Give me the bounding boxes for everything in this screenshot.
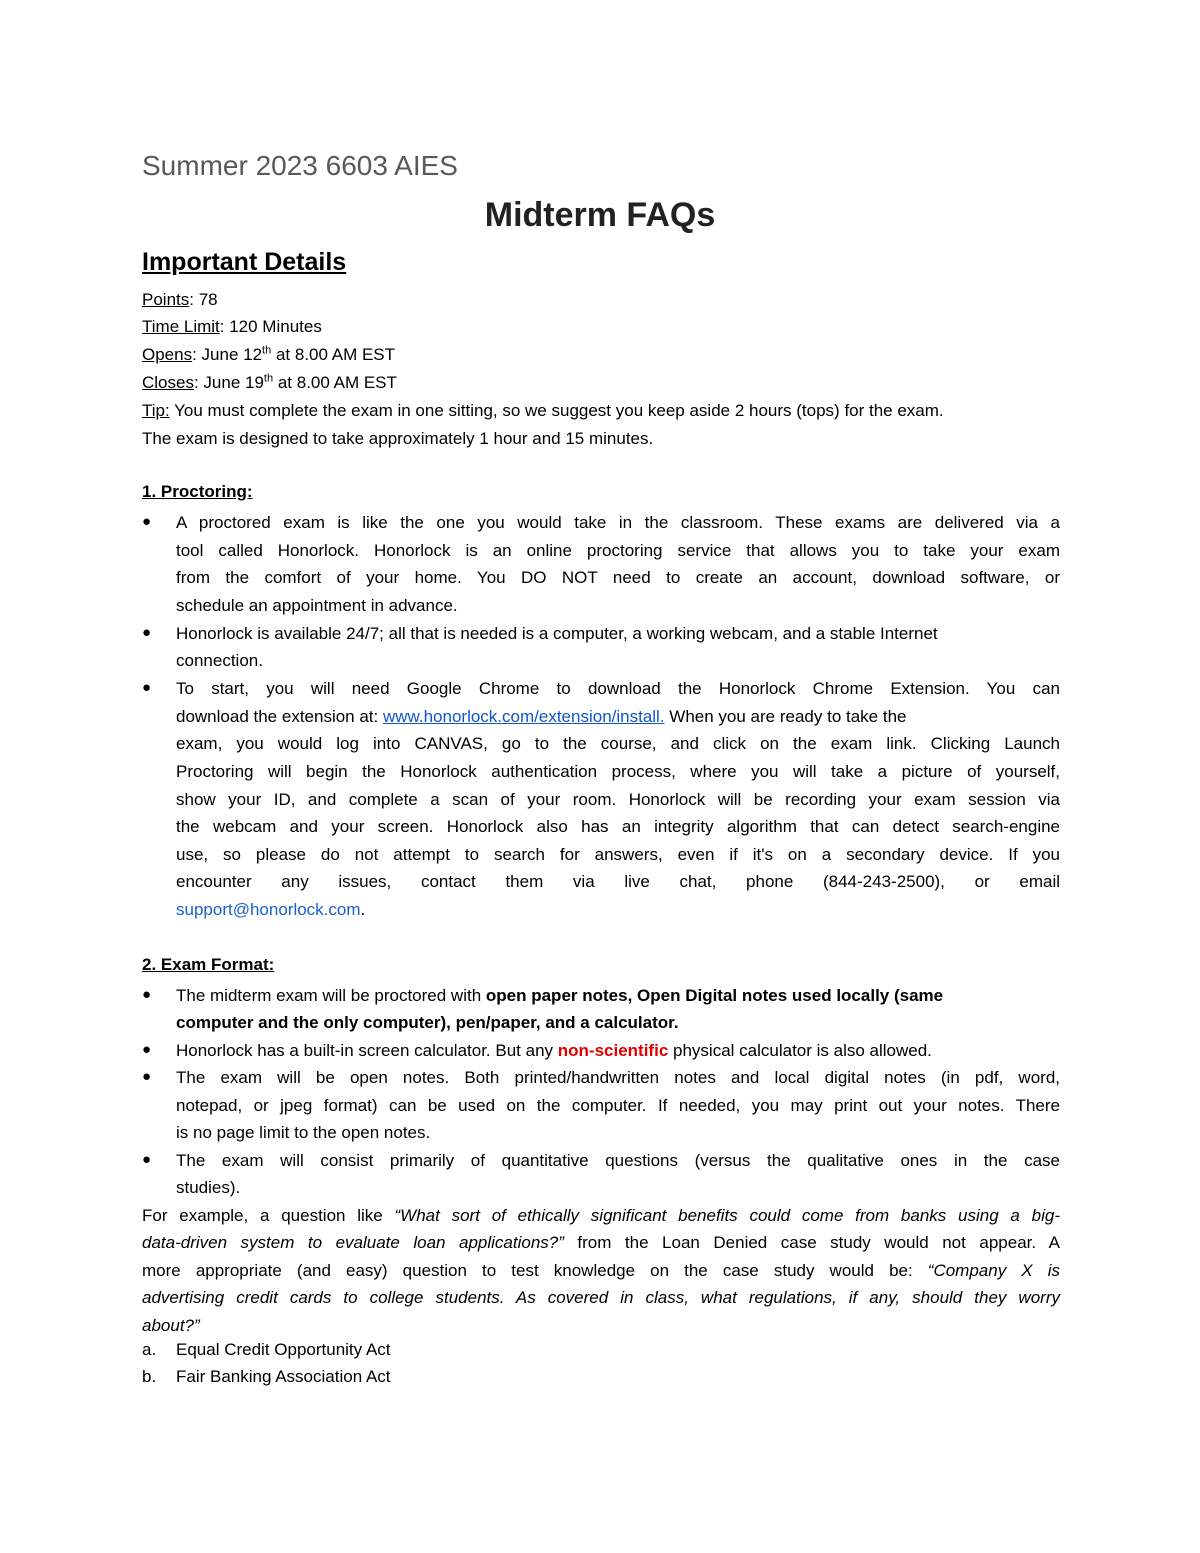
format-bullet-3-line-3: is no page limit to the open notes. bbox=[176, 1123, 431, 1142]
time-limit-line: Time Limit: 120 Minutes bbox=[142, 317, 322, 336]
proctoring-bullet-3-line-8: encounter any issues, contact them via live chat, phone (844-243-2500), or email bbox=[176, 872, 1060, 891]
example-line-3: more appropriate (and easy) question to test knowledge on the case study would be: “Company X is bbox=[142, 1261, 1060, 1280]
bullet-icon: ● bbox=[142, 513, 152, 530]
points-line: Points: 78 bbox=[142, 290, 218, 309]
proctoring-bullet-2-line-2: connection. bbox=[176, 651, 263, 670]
tip-line-2: The exam is designed to take approximately 1 hour and 15 minutes. bbox=[142, 429, 654, 448]
honorlock-extension-link[interactable]: www.honorlock.com/extension/install. bbox=[382, 707, 665, 726]
example-line-5: about?” bbox=[142, 1316, 200, 1335]
proctoring-bullet-3-line-7: use, so please do not attempt to search for answers, even if it's on a secondary device. If you bbox=[176, 845, 1060, 864]
format-bullet-3-line-2: notepad, or jpeg format) can be used on the computer. If needed, you may print out your notes. There bbox=[176, 1096, 1060, 1115]
proctoring-bullet-1-line-3: from the comfort of your home. You DO NOT need to create an account, download software, or bbox=[176, 568, 1060, 587]
option-a-letter: a. bbox=[142, 1340, 157, 1359]
proctoring-bullet-3-line-2: download the extension at: www.honorlock.com/extension/install. When you are ready to take the bbox=[176, 707, 907, 726]
format-bullet-4-line-2: studies). bbox=[176, 1178, 241, 1197]
option-b-letter: b. bbox=[142, 1367, 157, 1386]
format-bullet-1-line-1: The midterm exam will be proctored with open paper notes, Open Digital notes used locally (same bbox=[176, 986, 944, 1005]
proctoring-bullet-3-line-9: support@honorlock.com. bbox=[176, 900, 366, 919]
proctoring-bullet-2-line-1: Honorlock is available 24/7; all that is needed is a computer, a working webcam, and a stable Internet bbox=[176, 624, 938, 643]
tip-line: Tip: You must complete the exam in one sitting, so we suggest you keep aside 2 hours (tops) for the exam. bbox=[142, 401, 944, 420]
opens-line: Opens: June 12th at 8.00 AM EST bbox=[142, 344, 396, 364]
format-bullet-3-line-1: The exam will be open notes. Both printed/handwritten notes and local digital notes (in pdf, word, bbox=[176, 1068, 1060, 1087]
bullet-icon: ● bbox=[142, 1041, 152, 1058]
bullet-icon: ● bbox=[142, 624, 152, 641]
proctoring-heading: 1. Proctoring: bbox=[142, 482, 253, 501]
support-email[interactable]: support@honorlock.com bbox=[176, 900, 361, 919]
example-line-4: advertising credit cards to college students. As covered in class, what regulations, if any, should they worry bbox=[142, 1288, 1060, 1307]
option-b-text: Fair Banking Association Act bbox=[176, 1367, 391, 1386]
closes-line: Closes: June 19th at 8.00 AM EST bbox=[142, 372, 397, 392]
format-bullet-4-line-1: The exam will consist primarily of quantitative questions (versus the qualitative ones in the case bbox=[176, 1151, 1060, 1170]
course-name: Summer 2023 6603 AIES bbox=[142, 150, 458, 181]
proctoring-bullet-3-line-4: Proctoring will begin the Honorlock authentication process, where you will take a picture of yourself, bbox=[176, 762, 1060, 781]
format-bullet-1-line-2: computer and the only computer), pen/paper, and a calculator. bbox=[176, 1013, 679, 1032]
non-scientific-highlight: non-scientific bbox=[557, 1041, 669, 1060]
bullet-icon: ● bbox=[142, 986, 152, 1003]
example-line-1: For example, a question like “What sort of ethically significant benefits could come from banks using a big- bbox=[142, 1206, 1060, 1225]
proctoring-bullet-3-line-6: the webcam and your screen. Honorlock also has an integrity algorithm that can detect search-engine bbox=[176, 817, 1060, 836]
format-bullet-2-line-1: Honorlock has a built-in screen calculator. But any non-scientific physical calculator is also allowed. bbox=[176, 1041, 932, 1060]
proctoring-bullet-1-line-4: schedule an appointment in advance. bbox=[176, 596, 458, 615]
bullet-icon: ● bbox=[142, 679, 152, 696]
proctoring-bullet-1-line-1: A proctored exam is like the one you would take in the classroom. These exams are delivered via a bbox=[176, 513, 1060, 532]
example-line-2: data-driven system to evaluate loan applications?” from the Loan Denied case study would not appear. A bbox=[142, 1233, 1060, 1252]
exam-format-heading: 2. Exam Format: bbox=[142, 955, 275, 974]
page-title: Midterm FAQs bbox=[484, 196, 716, 234]
option-a-text: Equal Credit Opportunity Act bbox=[176, 1340, 391, 1359]
proctoring-bullet-3-line-1: To start, you will need Google Chrome to download the Honorlock Chrome Extension. You can bbox=[176, 679, 1060, 698]
important-details-heading: Important Details bbox=[142, 248, 347, 276]
proctoring-bullet-3-line-5: show your ID, and complete a scan of your room. Honorlock will be recording your exam session via bbox=[176, 790, 1060, 809]
bullet-icon: ● bbox=[142, 1151, 152, 1168]
proctoring-bullet-3-line-3: exam, you would log into CANVAS, go to the course, and click on the exam link. Clicking Launch bbox=[176, 734, 1060, 753]
bullet-icon: ● bbox=[142, 1068, 152, 1085]
proctoring-bullet-1-line-2: tool called Honorlock. Honorlock is an online proctoring service that allows you to take your exam bbox=[176, 541, 1060, 560]
